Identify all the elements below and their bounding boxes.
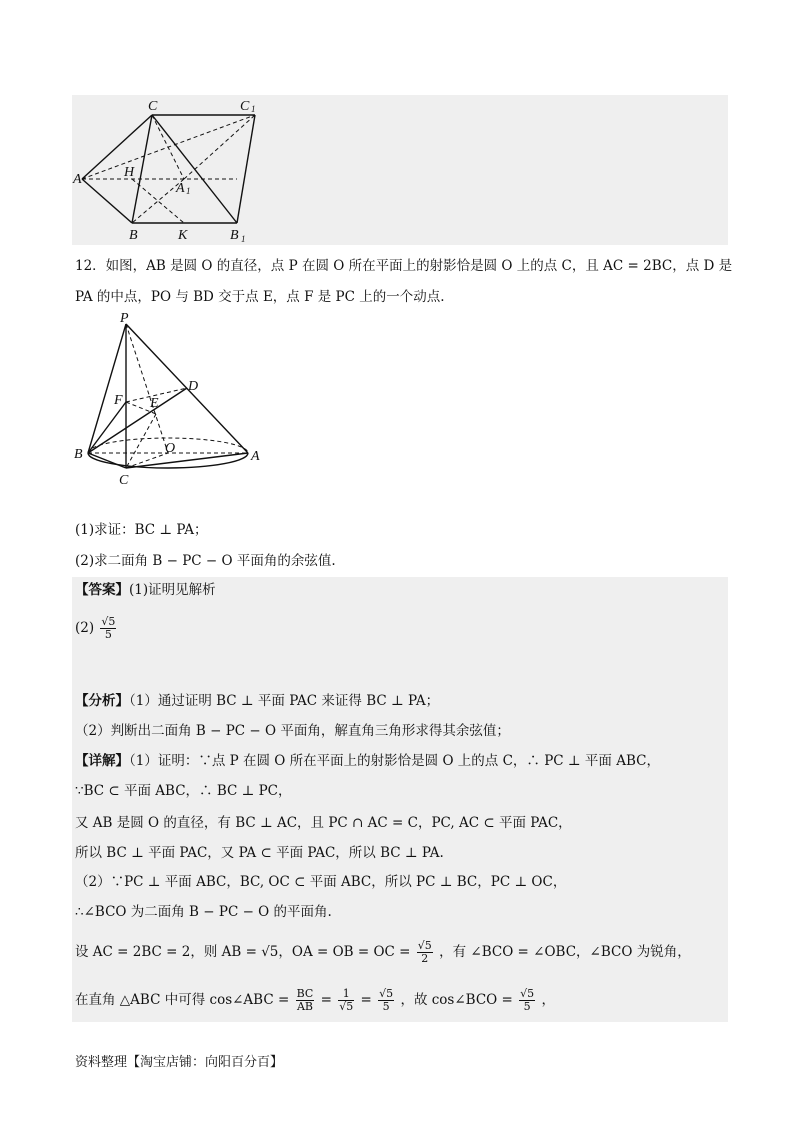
detail-7-b: ，有 ∠BCO = ∠OBC，∠BCO 为锐角， xyxy=(439,944,691,960)
answer-2-numerator: √5 xyxy=(101,615,116,628)
detail-7-a: 设 AC = 2BC = 2，则 AB = √5，OA = OB = OC = xyxy=(75,944,411,960)
label-D: D xyxy=(188,379,199,394)
detail-line-3: 又 AB 是圆 O 的直径，有 BC ⊥ AC，且 PC ∩ AC = C，PC, AC ⊂ 平面 PAC， xyxy=(75,815,572,831)
detail-line-1 xyxy=(75,751,660,771)
detail-7-numerator: √5 xyxy=(417,939,432,952)
detail-line-2: ∵BC ⊂ 平面 ABC，∴ BC ⊥ PC， xyxy=(75,783,292,799)
answer-2-denominator: 5 xyxy=(104,628,112,641)
figure-cone xyxy=(70,310,270,490)
label-B1: B xyxy=(230,228,239,243)
detail-8-frac-3-den: 5 xyxy=(382,1000,390,1013)
detail-8-frac-4 xyxy=(519,988,535,1013)
answer-line-2 xyxy=(75,616,118,641)
detail-8-frac-3-num: √5 xyxy=(379,987,394,1000)
analysis-line-2: （2）判断出二面角 B − PC − O 平面角，解直角三角形求得其余弦值； xyxy=(75,723,510,739)
label-O: O xyxy=(165,441,176,456)
detail-8-c: ， xyxy=(541,992,555,1008)
question-2: (2)求二面角 B − PC − O 平面角的余弦值. xyxy=(75,553,336,569)
label-B: B xyxy=(74,447,83,462)
label-E: E xyxy=(150,396,159,411)
detail-8-b: ，故 cos∠BCO = xyxy=(400,992,513,1008)
label-K: K xyxy=(178,228,188,243)
detail-8-eq-1: = xyxy=(320,992,332,1008)
detail-8-frac-3 xyxy=(378,988,394,1013)
label-B1-sub: 1 xyxy=(241,234,246,244)
detail-8-a: 在直角 △ABC 中可得 cos∠ABC = xyxy=(75,992,290,1008)
detail-line-4: 所以 BC ⊥ 平面 PAC，又 PA ⊂ 平面 PAC，所以 BC ⊥ PA. xyxy=(75,845,444,861)
label-H: H xyxy=(124,165,135,180)
answer-2-prefix: (2) xyxy=(75,620,95,636)
question-1: (1)求证：BC ⊥ PA； xyxy=(75,522,208,538)
label-C: C xyxy=(148,99,158,114)
label-C: C xyxy=(119,473,129,488)
problem-line-1: 12．如图，AB 是圆 O 的直径，点 P 在圆 O 所在平面上的射影恰是圆 O 上的点 C，且 AC = 2BC，点 D 是 xyxy=(75,258,733,274)
detail-label: 【详解】 xyxy=(75,753,129,769)
detail-8-frac-2 xyxy=(338,988,354,1013)
label-C1-sub: 1 xyxy=(251,104,256,114)
answer-1: (1)证明见解析 xyxy=(129,582,216,598)
detail-8-frac-2-num: 1 xyxy=(338,988,354,1001)
figure-prism xyxy=(72,95,272,245)
detail-8-frac-4-num: √5 xyxy=(520,987,535,1000)
label-A1: A xyxy=(176,181,185,196)
detail-8-frac-2-den: √5 xyxy=(339,1000,354,1013)
answer-2-fraction xyxy=(100,616,116,641)
detail-8-frac-1-den: AB xyxy=(296,1000,313,1013)
answer-label: 【答案】 xyxy=(75,582,129,598)
answer-line-1 xyxy=(75,580,216,600)
detail-8-eq-2: = xyxy=(360,992,372,1008)
detail-text-1: （1）证明：∵点 P 在圆 O 所在平面上的射影恰是圆 O 上的点 C，∴ PC ⊥ 平面 ABC， xyxy=(129,753,660,769)
label-P: P xyxy=(120,311,129,326)
label-B: B xyxy=(129,228,138,243)
label-F: F xyxy=(114,393,123,408)
detail-line-7 xyxy=(75,940,691,965)
analysis-label: 【分析】 xyxy=(75,693,129,709)
label-C1: C xyxy=(240,99,250,114)
detail-7-fraction xyxy=(417,940,433,965)
page-footer: 资料整理【淘宝店铺：向阳百分百】 xyxy=(75,1055,284,1070)
analysis-line-1 xyxy=(75,691,439,711)
analysis-text-1: （1）通过证明 BC ⊥ 平面 PAC 来证得 BC ⊥ PA； xyxy=(129,693,440,709)
detail-line-5: （2）∵PC ⊥ 平面 ABC，BC, OC ⊂ 平面 ABC，所以 PC ⊥ BC，PC ⊥ OC， xyxy=(75,874,567,890)
detail-8-frac-4-den: 5 xyxy=(523,1000,531,1013)
label-A: A xyxy=(251,449,260,464)
detail-7-denominator: 2 xyxy=(421,952,429,965)
detail-line-8 xyxy=(75,988,555,1013)
detail-line-6: ∴∠BCO 为二面角 B − PC − O 的平面角. xyxy=(75,904,332,920)
problem-line-2: PA 的中点，PO 与 BD 交于点 E，点 F 是 PC 上的一个动点. xyxy=(75,289,445,305)
detail-8-frac-1 xyxy=(296,988,315,1013)
label-A1-sub: 1 xyxy=(186,186,191,196)
label-A: A xyxy=(73,172,82,187)
detail-8-frac-1-num: BC xyxy=(296,987,314,1000)
